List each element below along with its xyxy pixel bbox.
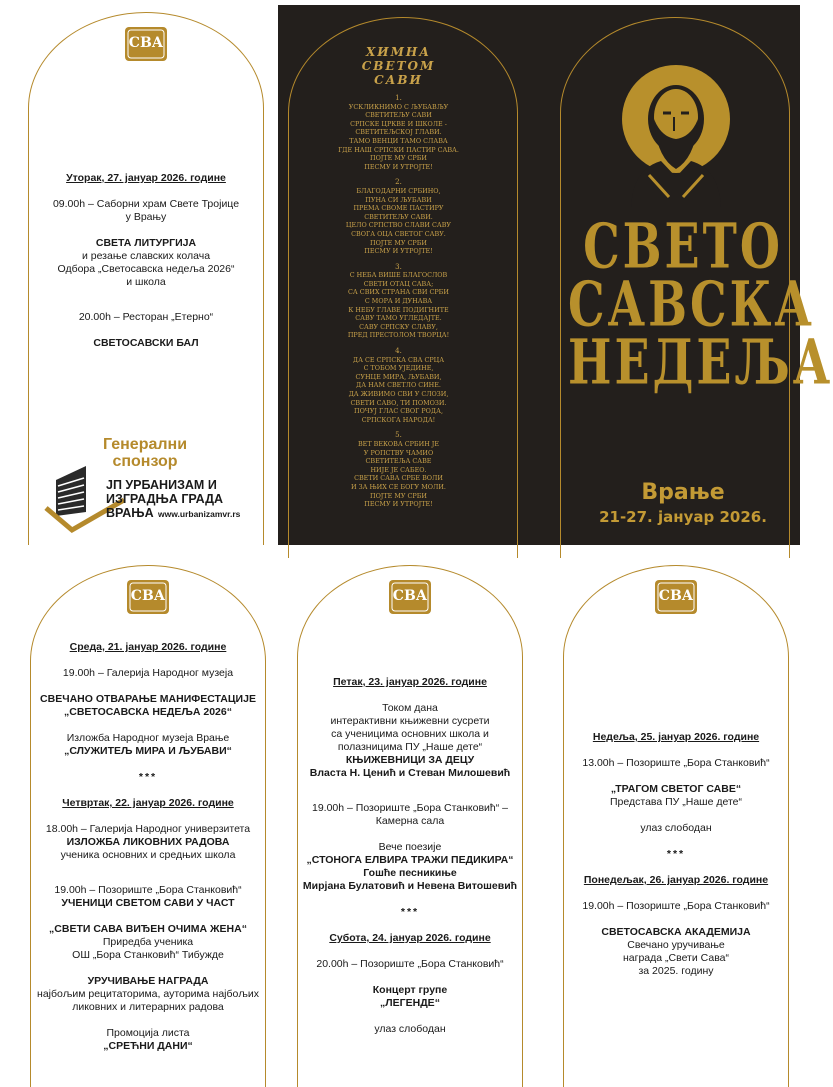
logo-text: СВА [130, 588, 166, 604]
event-date: Понедељак, 26. јануар 2026. године [583, 874, 769, 886]
verse-line: ПОЧУЈ ГЛАС СВОГ РОДА, [354, 407, 443, 416]
event-text: ОШ „Бора Станковић“ Тибужде [72, 949, 224, 961]
event-text: и резање славских колача [81, 250, 211, 262]
verse-line: ПЕСМУ И УТРОЈТЕ! [364, 247, 433, 256]
verse-line: ВЕТ ВЕКОВА СРБИН ЈЕ [357, 439, 440, 448]
event-text: Промоција листа [106, 1027, 190, 1039]
event-time-place: 20.00h – Позориште „Бора Станковић“ [316, 958, 504, 970]
verse-line: СВЕТИТЕЉУ САВИ [365, 111, 432, 120]
event-time-place: 13.00h – Позориште „Бора Станковић“ [582, 757, 770, 769]
verse-line: СА СВИХ СТРАНА СВИ СРБИ [348, 288, 449, 297]
sava-logo [124, 26, 168, 62]
hymn-verse [296, 263, 501, 340]
event-text: и школа [126, 276, 166, 288]
event-title: УЧЕНИЦИ СВЕТОМ САВИ У ЧАСТ [61, 897, 235, 909]
sponsor-name-line: ИЗГРАДЊА ГРАДА ВРАЊА [106, 492, 224, 520]
hymn-verse [296, 94, 501, 171]
sava-logo [654, 579, 698, 615]
verse-line: БЛАГОДАРНИ СРБИНО, [356, 186, 441, 195]
verse-line: СРПСКЕ ЦРКВЕ И ШКОЛЕ - [350, 119, 447, 128]
event-text: за 2025. годину [638, 965, 714, 977]
verse-line: ПОЈТЕ МУ СРБИ [370, 491, 427, 500]
event-time-place: 19.00h – Позориште „Бора Станковић“ [582, 900, 770, 912]
hymn-verse [296, 431, 501, 508]
event-text: Изложба Народног музеја Врање [66, 732, 230, 744]
event-text: Свечано уручивање [627, 939, 725, 951]
verse-line: СВОГА ОЦА СВЕТОГ САВУ. [351, 229, 446, 238]
verse-line: ПУНА СИ ЉУБАВИ [365, 195, 432, 204]
event-text: Одбора „Светосавска недеља 2026“ [57, 263, 235, 275]
separator-stars: *** [400, 906, 420, 918]
event-date: Субота, 24. јануар 2026. године [329, 932, 491, 944]
sponsor-url[interactable]: www.urbanizamvr.rs [158, 509, 241, 519]
event-text: Представа ПУ „Наше дете“ [610, 796, 742, 808]
separator-stars: *** [138, 771, 158, 783]
hymn [296, 45, 501, 509]
event-title: „ЛЕГЕНДЕ“ [380, 997, 440, 1009]
logo-text: СВА [128, 35, 164, 51]
verse-line: ПОЈТЕ МУ СРБИ [370, 154, 427, 163]
verse-line: ДА СЕ СРПСКА СВА СРЦА [352, 355, 445, 364]
verse-number: 4. [395, 347, 402, 356]
event-text: ученика основних и средњих школа [60, 849, 236, 861]
verse-line: СВЕТИТЕЉУ САВИ. [364, 212, 433, 221]
verse-line: У РОПСТВУ ЧАМИО [363, 448, 434, 457]
verse-number: 3. [395, 262, 402, 271]
verse-line: К НЕБУ ГЛАВЕ ПОДИГНИТЕ [348, 305, 449, 314]
hymn-title: СВЕТОМ [361, 59, 436, 73]
event-text: са ученицима основних школа и [331, 728, 489, 740]
logo-text: СВА [658, 588, 694, 604]
event-title: СВЕТОСАВСКИ БАЛ [93, 337, 199, 349]
event-time-place: 18.00h – Галерија Народног универзитета [45, 823, 251, 835]
event-title: ИЗЛОЖБА ЛИКОВНИХ РАДОВА [66, 836, 230, 848]
event-text: улаз слободан [374, 1023, 446, 1035]
verse-number: 2. [395, 178, 402, 187]
event-title: „ТРАГОМ СВЕТОГ САВЕ“ [610, 783, 742, 795]
verse-line: С МОРА И ДУНАВА [364, 297, 433, 306]
event-title: „СВЕТОСАВСКА НЕДЕЉА 2026“ [64, 706, 232, 718]
event-text: најбољим рецитаторима, ауторима најбољих [37, 988, 259, 1000]
cover-panel [278, 5, 833, 545]
verse-number: 5. [395, 431, 402, 440]
event-time-place: 19.00h – Галерија Народног музеја [62, 667, 234, 679]
logo-text: СВА [392, 588, 428, 604]
verse-line: НИЈЕ ЈЕ САБЕО. [370, 465, 427, 474]
cover-dates: 21-27. јануар 2026. [599, 508, 767, 526]
event-time-place: 09.00h – Саборни храм Свете Тројице [52, 198, 240, 210]
event-title: „СЛУЖИТЕЉ МИРА И ЉУБАВИ“ [64, 745, 232, 757]
event-time-place: 19.00h – Позориште „Бора Станковић“ [54, 884, 242, 896]
panel-friday-saturday [297, 565, 523, 1087]
event-text: ликовних и литерарних радова [72, 1001, 224, 1013]
verse-line: ПРЕД ПРЕСТОЛОМ ТВОРЦА! [347, 331, 450, 340]
event-time-place: 20.00h – Ресторан „Етерно“ [78, 311, 214, 323]
event-place: у Врању [125, 211, 167, 223]
title-word: САВСКА [568, 267, 815, 341]
hymn-verse [296, 347, 501, 424]
event-title: „СРЕЋНИ ДАНИ“ [103, 1040, 193, 1052]
title-word: НЕДЕЉА [568, 325, 833, 399]
event-date: Недеља, 25. јануар 2026. године [592, 731, 760, 743]
hymn-title: ХИМНА [365, 45, 432, 59]
event-title: КЊИЖЕВНИЦИ ЗА ДЕЦУ [345, 754, 475, 766]
panel-sunday-monday [563, 565, 789, 1087]
event-text: Приредба ученика [102, 936, 194, 948]
event-text: интерактивни књижевни сусрети [330, 715, 490, 727]
event-text: улаз слободан [640, 822, 712, 834]
verse-line: СВЕТИТЕЉСКОЈ ГЛАВИ. [355, 128, 442, 137]
event-title: СВЕЧАНО ОТВАРАЊЕ МАНИФЕСТАЦИЈЕ [40, 693, 256, 705]
hymn-verse [296, 178, 501, 255]
event-title: „СВЕТИ САВА ВИЂЕН ОЧИМА ЖЕНА“ [49, 923, 247, 935]
verse-line: СВЕТИТЕЉА САВЕ [365, 457, 432, 466]
event-text: Током дана [382, 702, 438, 714]
verse-line: ПРЕМА СВОМЕ ПАСТИРУ [353, 204, 444, 213]
panel-tuesday [28, 12, 264, 545]
event-title: „СТОНОГА ЕЛВИРА ТРАЖИ ПЕДИКИРА“ [306, 854, 514, 866]
event-title: СВЕТА ЛИТУРГИЈА [95, 237, 197, 249]
verse-line: СВЕТИ САВО, ТИ ПОМОЗИ. [350, 398, 447, 407]
verse-line: УСКЛИКНИМО С ЉУБАВЉУ [348, 102, 449, 111]
event-date: Уторак, 27. јануар 2026. године [66, 172, 226, 184]
cover-city: Врање [641, 480, 725, 505]
verse-line: С НЕБА ВИШЕ БЛАГОСЛОВ [349, 271, 448, 280]
title-word: СВЕТО [583, 209, 783, 283]
event-title: СВЕТОСАВСКА АКАДЕМИЈА [601, 926, 751, 938]
saint-portrait [611, 57, 741, 207]
hymn-title: САВИ [374, 73, 423, 87]
event-title: Мирјана Булатовић и Невена Витошевић [302, 880, 518, 892]
event-time-place: 19.00h – Позориште „Бора Станковић“ – [312, 802, 508, 814]
event-title: Концерт групе [372, 984, 448, 996]
sponsor-name-line: ЈП УРБАНИЗАМ И [106, 478, 217, 492]
sponsor-title: Генерални спонзор [102, 436, 188, 470]
event-text: награда „Свети Сава“ [623, 952, 729, 964]
verse-line: ДА ЖИВИМО СВИ У СЛОЗИ, [348, 390, 449, 398]
event-title: Гошће песникиње [363, 867, 457, 879]
panel-wednesday-thursday [30, 565, 266, 1087]
verse-line: ТАМО ВЕНЦИ ТАМО СЛАВА [349, 136, 448, 145]
verse-line: СУНЦЕ МИРА, ЉУБАВИ, [355, 372, 442, 381]
event-title: Власта Н. Ценић и Стеван Милошевић [309, 767, 511, 779]
verse-line: САВУ ТАМО УГЛЕДАЈТЕ. [355, 314, 442, 323]
cover-title [568, 209, 833, 399]
event-title: УРУЧИВАЊЕ НАГРАДА [87, 975, 209, 987]
verse-line: ГДЕ НАШ СРПСКИ ПАСТИР САВА. [338, 145, 459, 154]
verse-line: САВУ СРПСКУ СЛАВУ, [359, 322, 438, 331]
sava-logo [388, 579, 432, 615]
event-text: полазницима ПУ „Наше дете“ [337, 741, 483, 753]
event-date: Среда, 21. јануар 2026. године [69, 641, 227, 653]
verse-line: ПЕСМУ И УТРОЈТЕ! [364, 162, 433, 171]
verse-line: ПОЈТЕ МУ СРБИ [370, 238, 427, 247]
verse-number: 1. [395, 94, 402, 102]
verse-line: СВЕТИ САВА СРБЕ ВОЛИ [354, 474, 443, 483]
verse-line: СРПСКОГА НАРОДА! [361, 415, 436, 424]
verse-line: СВЕТИ ОТАЦ САВА; [363, 279, 434, 288]
verse-line: ПЕСМУ И УТРОЈТЕ! [364, 500, 433, 509]
verse-line: ЦЕЛО СРПСТВО СЛАВИ САВУ [345, 221, 452, 230]
sava-logo [126, 579, 170, 615]
verse-line: С ТОБОМ УЈЕДИНЕ, [363, 364, 434, 373]
separator-stars: *** [666, 848, 686, 860]
event-date: Петак, 23. јануар 2026. године [333, 676, 487, 688]
verse-line: ДА НАМ СВЕТЛО СИНЕ. [356, 381, 441, 390]
verse-line: И ЗА ЊИХ СЕ БОГУ МОЛИ. [351, 482, 446, 491]
event-place: Камерна сала [375, 815, 445, 827]
event-text: Вече поезије [378, 841, 442, 853]
event-date: Четвртак, 22. јануар 2026. године [62, 797, 234, 809]
